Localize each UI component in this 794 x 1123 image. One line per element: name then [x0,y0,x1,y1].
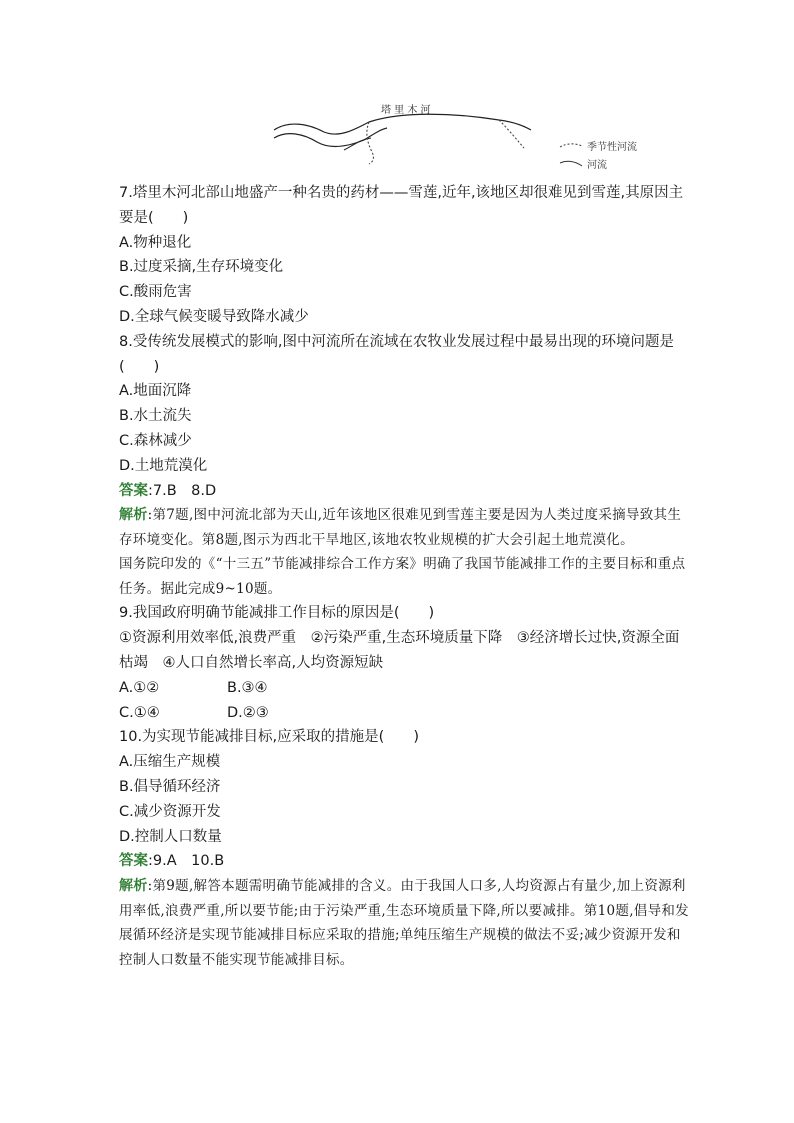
q10-option-a: A.压缩生产规模 [119,754,221,771]
q9-option-d: D.②③ [227,704,269,721]
question-10-stem: 10.为实现节能减排目标,应采取的措施是( ) [119,729,419,746]
dotted-line-icon [559,140,583,150]
q10-option-b: B.倡导循环经济 [119,778,221,795]
question-8-stem: 8.受传统发展模式的影响,图中河流所在流域在农牧业发展过程中最易出现的环境问题是( ) [119,333,674,375]
explanation-7-8 [119,503,689,552]
river-map-drawing [269,100,539,165]
answer-text: :7.B 8.D [148,482,217,499]
question-content [119,181,689,972]
explanation-9-10 [119,874,689,972]
q7-option-c: C.酸雨危害 [119,284,192,301]
river-tributary-line [344,138,371,150]
q7-option-d: D.全球气候变暖导致降水减少 [119,308,309,325]
q10-option-d: D.控制人口数量 [119,828,222,845]
solid-line-icon [559,158,583,168]
q8-option-c: C.森林减少 [119,432,192,449]
q9-options-row-2 [119,701,689,726]
answer-tag: 答案 [119,482,148,499]
explanation-tag: 解析 [119,507,148,524]
q8-option-d: D.土地荒漠化 [119,457,208,474]
explanation-text: :第7题,图中河流北部为天山,近年该地区很难见到雪莲主要是因为人类过度采摘导致其生存环境变化。第8题,图示为西北干旱地区,该地农牧业规模的扩大会引起土地荒漠化。 [119,507,682,548]
q9-option-a: A.①② [119,679,160,696]
answer-9-10 [119,849,689,874]
question-9-statements: ①资源利用效率低,浪费严重 ②污染严重,生态环境质量下降 ③经济增长过快,资源全面枯竭 ④人口自然增长率高,人均资源短缺 [119,630,680,671]
material-intro: 国务院印发的《“十三五”节能减排综合工作方案》明确了我国节能减排工作的主要目标和重点任务。据此完成9~10题。 [119,556,686,597]
answer-tag: 答案 [119,853,148,870]
q7-option-a: A.物种退化 [119,234,192,251]
q10-option-c: C.减少资源开发 [119,803,221,820]
question-7-stem: 7.塔里木河北部山地盛产一种名贵的药材——雪莲,近年,该地区却很难见到雪莲,其原因主要是( ) [119,185,684,226]
q9-option-b: B.③④ [227,679,268,696]
q7-option-b: B.过度采摘,生存环境变化 [119,259,284,276]
river-branch-line [274,134,364,147]
legend-label: 季节性河流 [587,141,637,153]
river-label: 塔 里 木 河 [381,105,431,116]
main-river-line [274,114,531,134]
seasonal-river-line [367,122,374,164]
map-legend [559,136,679,172]
legend-item-seasonal [559,136,679,154]
legend-item-river [559,154,679,172]
q9-options-row-1 [119,676,689,701]
explanation-tag: 解析 [119,878,148,895]
answer-text: :9.A 10.B [148,853,225,870]
legend-label: 河流 [587,159,607,171]
seasonal-river-end [499,120,524,148]
question-9-stem: 9.我国政府明确节能减排工作目标的原因是( ) [119,605,435,622]
q8-option-a: A.地面沉降 [119,383,192,400]
q8-option-b: B.水土流失 [119,408,192,425]
q9-option-c: C.①④ [119,704,160,721]
explanation-text: :第9题,解答本题需明确节能减排的含义。由于我国人口多,人均资源占有量少,加上资源利用率低,浪费严重,所以要节能;由于污染严重,生态环境质量下降,所以要减排。第10题,倡导和发展循环经济是实现节能减排目标应采取的措施;单纯压缩生产规模的做法不妥;减少资源开发和控制人口数量不能实现节能减排目标。 [119,878,689,968]
answer-7-8 [119,479,689,504]
tarim-river-map [269,100,539,165]
